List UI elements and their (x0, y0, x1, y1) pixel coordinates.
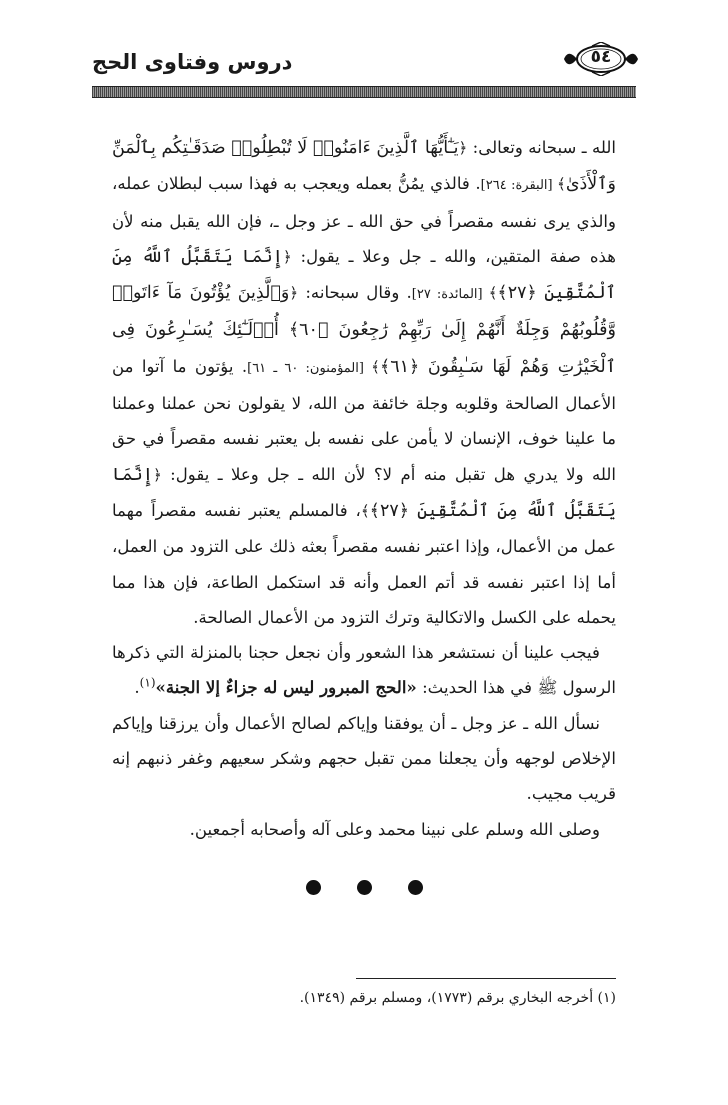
main-text (112, 130, 616, 847)
text-quran: يَـٰٓأَيُّهَا ٱلَّذِينَ ءَامَنُوا۟ لَا تُبْطِلُوا۟ صَدَقَـٰتِكُم بِٱلْمَنِّ وَٱلْأَذَىٰ (112, 138, 616, 195)
footnote-divider (356, 978, 616, 979)
text-qbr: ﴾ (371, 357, 380, 376)
text-qbr: ﴿ (458, 139, 468, 157)
paragraph (112, 706, 616, 812)
text-run: . يؤتون ما آتوا من الأعمال الصالحة وقلوبه وجلة خائفة من الله، لا يقولون نحن عملنا وعملنا ما علينا خوف، الإنسان لا يأمن على نفسه بل يعتبر نفسه مقصراً في حق الله ولا يدري هل تقبل منه أم لا؟ لأن الله ـ جل وعلا ـ يقول: (112, 356, 616, 484)
text-hadith: «الحج المبرور ليس له جزاءٌ إلا الجنة» (155, 677, 417, 698)
text-quran: إِنَّمَا يَتَقَبَّلُ ٱللَّهُ مِنَ ٱلْمُتَّقِينَ ﴿٢٧﴾ (112, 464, 616, 521)
text-quran: إِنَّمَا يَتَقَبَّلُ ٱللَّهُ مِنَ ٱلْمُتَّقِينَ ﴿٢٧﴾ (112, 246, 616, 304)
separator-dot (357, 880, 372, 895)
text-run: . وقال سبحانه: (298, 283, 412, 303)
text-run: ، فالمسلم يعتبر نفسه مقصراً مهما عمل من الأعمال، وإذا اعتبر نفسه مقصراً بعثه ذلك على التزود من العمل، أما إذا اعتبر نفسه قد أتم العمل وأنه قد استكمل الطاعة، فإن هذا مما يحمله على الكسل والاتكالية وترك التزود من الأعمال الصالحة. (112, 500, 616, 627)
text-qbr: ﴾ (360, 501, 370, 520)
text-fn-mark: (١) (139, 675, 156, 690)
separator-dot (408, 880, 423, 895)
text-ref: [البقرة: ٢٦٤] (480, 178, 558, 194)
text-run: الله ـ سبحانه وتعالى: (467, 138, 617, 157)
page-header (92, 42, 636, 82)
text-qbr: ﴿ (153, 465, 162, 484)
header-divider (92, 86, 636, 98)
text-qbr: ﴿ (289, 284, 299, 303)
text-ref: [المؤمنون: ٦٠ ـ ٦١] (247, 360, 372, 376)
section-separator (0, 880, 728, 899)
paragraph (112, 635, 616, 706)
footnote: (١) أخرجه البخاري برقم (١٧٧٣)، ومسلم برقم (١٣٤٩). (299, 990, 616, 1006)
text-qbr: ﴾ (557, 175, 566, 194)
paragraph (112, 130, 616, 635)
text-run: وصلى الله وسلم على نبينا محمد وعلى آله وأصحابه أجمعين. (189, 819, 600, 839)
text-run: فيجب علينا أن نستشعر هذا الشعور وأن نجعل حجنا بالمنزلة التي ذكرها الرسول ﷺ في هذا الحديث: (112, 643, 616, 698)
page-number: ٥٤ (590, 47, 612, 67)
text-run: . فالذي يمُنُّ بعمله ويعجب به فهذا سبب لبطلان عمله، والذي يرى نفسه مقصراً في حق الله ـ عز وجل ـ، فإن الله يقبل منه لأن هذه صفة المتقين، والله ـ جل وعلا ـ يقول: (112, 174, 616, 266)
text-quran: وَٱلَّذِينَ يُؤْتُونَ مَآ ءَاتَوا۟ وَّقُلُوبُهُمْ وَجِلَةٌ أَنَّهُمْ إِلَىٰ رَبِّهِمْ رَٰجِعُونَ ﴿٦٠﴾ أُو۟لَـٰٓئِكَ يُسَـٰرِعُونَ فِى ٱلْخَيْرَٰتِ وَهُمْ لَهَا سَـٰبِقُونَ ﴿٦١﴾ (112, 283, 617, 377)
separator-dot (306, 880, 321, 895)
text-run: . (134, 678, 140, 698)
text-ref: [المائدة: ٢٧] (411, 287, 489, 303)
book-title: دروس وفتاوى الحج (92, 50, 293, 74)
text-run: نسأل الله ـ عز وجل ـ أن يوفقنا وإياكم لصالح الأعمال وأن يرزقنا وإياكم الإخلاص لوجهه وأن يجعلنا ممن تقبل حجهم وشكر سعيهم وغفر ذنبهم إنه قريب مجيب. (112, 713, 616, 804)
page-number-badge (562, 42, 640, 76)
text-qbr: ﴾ (488, 284, 498, 303)
paragraph (112, 812, 616, 847)
text-qbr: ﴿ (282, 247, 292, 266)
